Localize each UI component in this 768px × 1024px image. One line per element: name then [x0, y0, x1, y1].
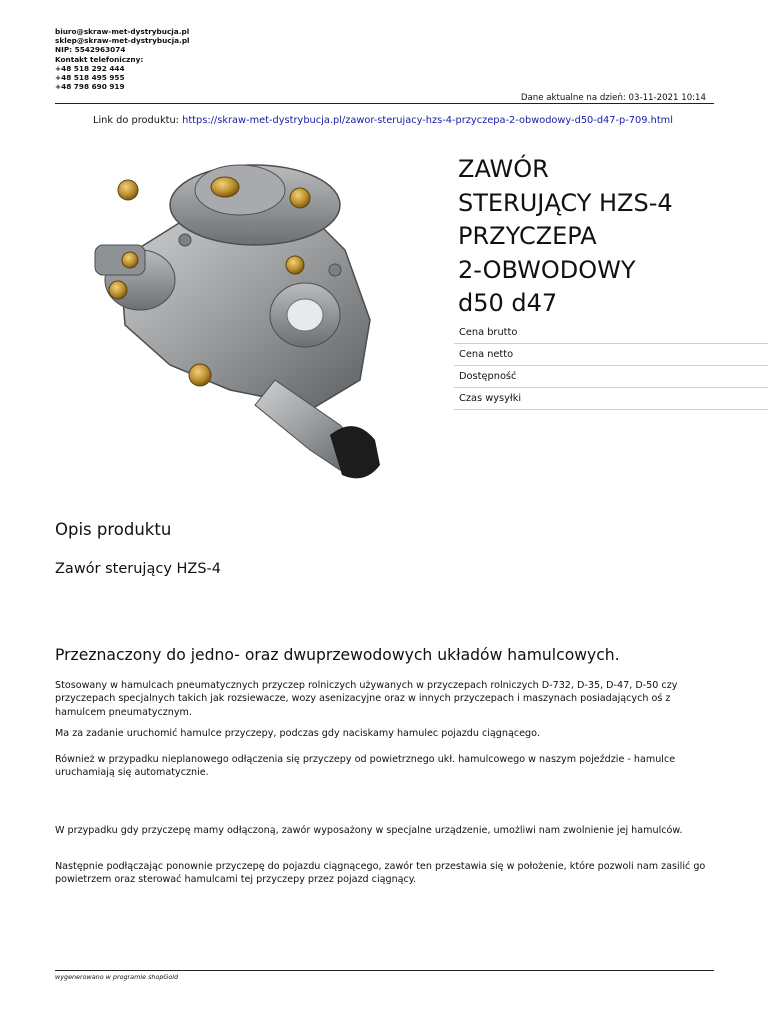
contact-email-sklep: sklep@skraw-met-dystrybucja.pl — [55, 36, 190, 46]
product-photo — [80, 150, 410, 490]
product-title-line-5: d50 d47 — [458, 289, 558, 317]
header-divider — [55, 103, 714, 104]
description-subtitle: Zawór sterujący HZS-4 — [55, 561, 222, 577]
attr-gross-price: Cena brutto — [454, 322, 768, 344]
data-timestamp: Dane aktualne na dzień: 03-11-2021 10:14 — [520, 93, 706, 103]
footer-generator-note: wygenerowano w programie shopGold — [55, 973, 179, 981]
contact-nip: NIP: 5542963074 — [55, 45, 126, 55]
description-paragraph-4: W przypadku gdy przyczepę mamy odłączoną, zawór wyposażony w specjalne urządzenie, umożliwi nam zwolnienie jej hamulców. — [55, 825, 683, 836]
product-link-row — [93, 115, 673, 126]
contact-phone-3: +48 798 690 919 — [55, 82, 125, 92]
contact-phone-1: +48 518 292 444 — [55, 63, 125, 73]
description-heading: Opis produktu — [55, 520, 172, 539]
footer-divider — [55, 970, 714, 971]
contact-email-biuro: biuro@skraw-met-dystrybucja.pl — [55, 27, 190, 36]
contact-phone-2: +48 518 495 955 — [55, 73, 125, 83]
product-title-line-1: ZAWÓR — [458, 155, 549, 183]
contact-phone-label: Kontakt telefoniczny: — [55, 54, 144, 64]
product-link-label: Link do produktu: — [93, 115, 179, 126]
description-paragraph-1: Stosowany w hamulcach pneumatycznych przyczep rolniczych używanych w przyczepach rolniczych D-732, D-35, D-47, D-50 czy przyczepach specjalnych takich jak rozsiewacze, wozy asenizacyjne oraz w innych przyczepach i maszynach posiadających oś z hamulcem pneumatycznym. — [55, 680, 678, 718]
product-title-line-4: 2-OBWODOWY — [458, 255, 636, 284]
product-link[interactable]: https://skraw-met-dystrybucja.pl/zawor-sterujacy-hzs-4-przyczepa-2-obwodowy-d50-d47-p-709.html — [182, 115, 673, 126]
product-title — [458, 153, 758, 321]
product-title-line-2: STERUJĄCY HZS-4 — [458, 188, 673, 217]
contact-block — [55, 27, 190, 91]
product-attributes — [454, 322, 768, 410]
description-lead: Przeznaczony do jedno- oraz dwuprzewodowych układów hamulcowych. — [55, 646, 620, 664]
description-paragraph-5: Następnie podłączając ponownie przyczepę do pojazdu ciągnącego, zawór ten przestawia się w położenie, które pozwoli nam zasilić go powietrzem oraz sterować hamulcami tej przyczepy przez pojazd ciągnący. — [55, 861, 706, 886]
description-paragraph-2: Ma za zadanie uruchomić hamulce przyczepy, podczas gdy naciskamy hamulec pojazdu ciągnącego. — [55, 728, 540, 739]
description-paragraph-3: Również w przypadku nieplanowego odłączenia się przyczepy od powietrznego ukł. hamulcowego w naszym pojeździe - hamulce uruchamiają się automatycznie. — [55, 754, 676, 779]
attr-shipping-time: Czas wysyłki — [454, 388, 768, 410]
attr-availability: Dostępność — [454, 366, 768, 388]
attr-net-price: Cena netto — [454, 344, 768, 366]
product-title-line-3: PRZYCZEPA — [458, 222, 597, 250]
